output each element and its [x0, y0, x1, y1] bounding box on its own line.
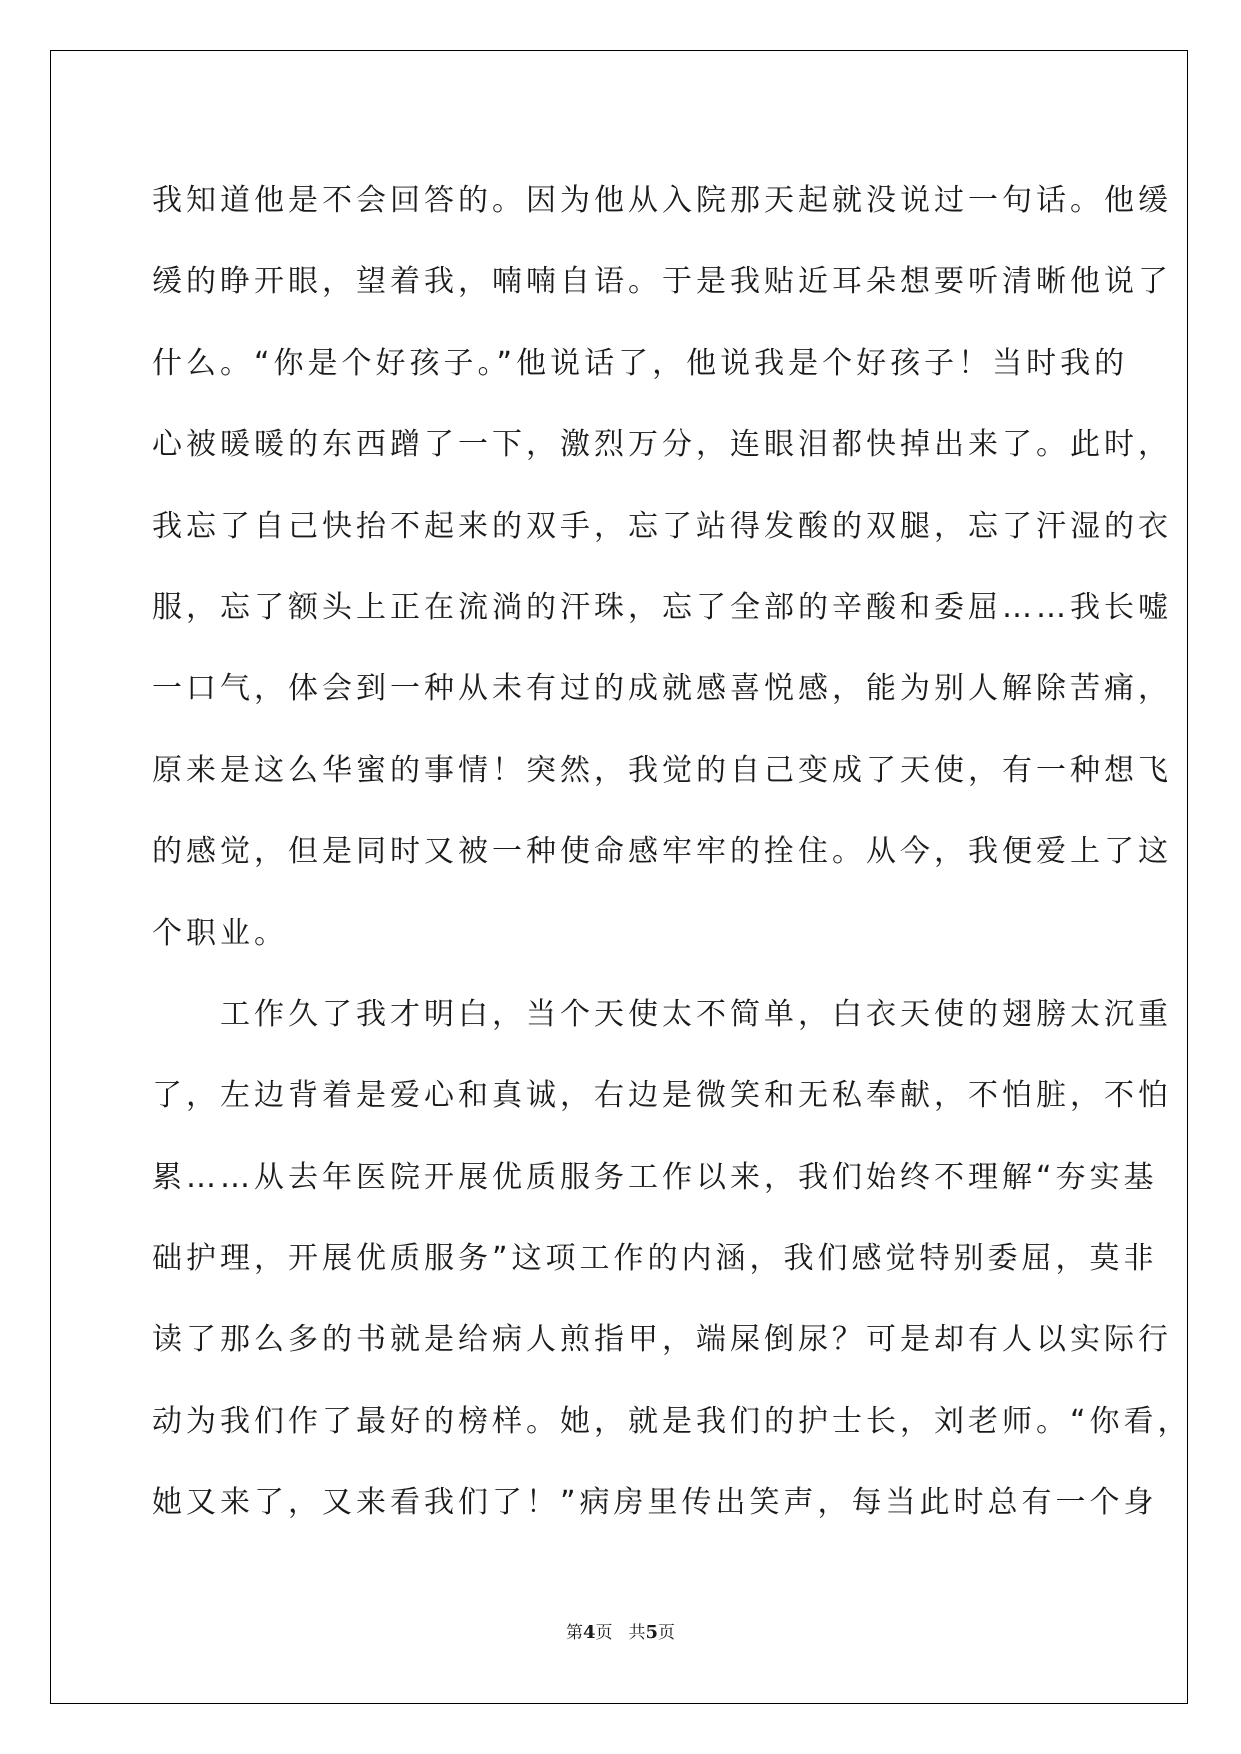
text-line: 动为我们作了最好的榜样。她，就是我们的护士长，刘老师。“你看，	[152, 1403, 1192, 1439]
text-line: 的感觉，但是同时又被一种使命感牢牢的拴住。从今，我便爱上了这	[152, 834, 1172, 870]
text-line: 读了那么多的书就是给病人煎指甲，端屎倒尿？可是却有人以实际行	[152, 1322, 1172, 1358]
paragraph-first-line: 工作久了我才明白，当个天使太不简单，白衣天使的翅膀太沉重	[220, 996, 1172, 1032]
total-suffix: 页	[658, 1623, 676, 1643]
text-line: 服，忘了额头上正在流淌的汗珠，忘了全部的辛酸和委屈……我长嘘	[152, 589, 1172, 625]
page-suffix: 页	[595, 1623, 613, 1643]
body-text	[152, 160, 1192, 1544]
text-line: 一口气，体会到一种从未有过的成就感喜悦感，能为别人解除苦痛，	[152, 671, 1172, 707]
current-page-number: 4	[582, 1622, 596, 1643]
text-line: 我知道他是不会回答的。因为他从入院那天起就没说过一句话。他缓	[152, 183, 1172, 218]
text-line: 原来是这么华蜜的事情！突然，我觉的自己变成了天使，有一种想飞	[152, 752, 1172, 788]
text-line: 础护理，开展优质服务”这项工作的内涵，我们感觉特别委屈，莫非	[152, 1241, 1158, 1277]
total-prefix: 共	[628, 1623, 646, 1643]
text-line: 我忘了自己快抬不起来的双手，忘了站得发酸的双腿，忘了汗湿的衣	[152, 508, 1172, 544]
text-line: 缓的睁开眼，望着我，喃喃自语。于是我贴近耳朵想要听清晰他说了	[152, 264, 1172, 300]
text-line: 个职业。	[152, 915, 288, 951]
page-number-footer	[0, 1622, 1241, 1644]
total-pages-number: 5	[645, 1622, 659, 1643]
text-line: 累……从去年医院开展优质服务工作以来，我们始终不理解“夯实基	[152, 1159, 1158, 1195]
text-line: 什么。“你是个好孩子。”他说话了，他说我是个好孩子！当时我的	[152, 345, 1129, 381]
text-line: 心被暖暖的东西蹭了一下，激烈万分，连眼泪都快掉出来了。此时，	[152, 427, 1172, 463]
text-line: 她又来了，又来看我们了！”病房里传出笑声，每当此时总有一个身	[152, 1485, 1158, 1521]
page-prefix: 第	[565, 1623, 583, 1643]
text-line: 了，左边背着是爱心和真诚，右边是微笑和无私奉献，不怕脏，不怕	[152, 1078, 1172, 1114]
